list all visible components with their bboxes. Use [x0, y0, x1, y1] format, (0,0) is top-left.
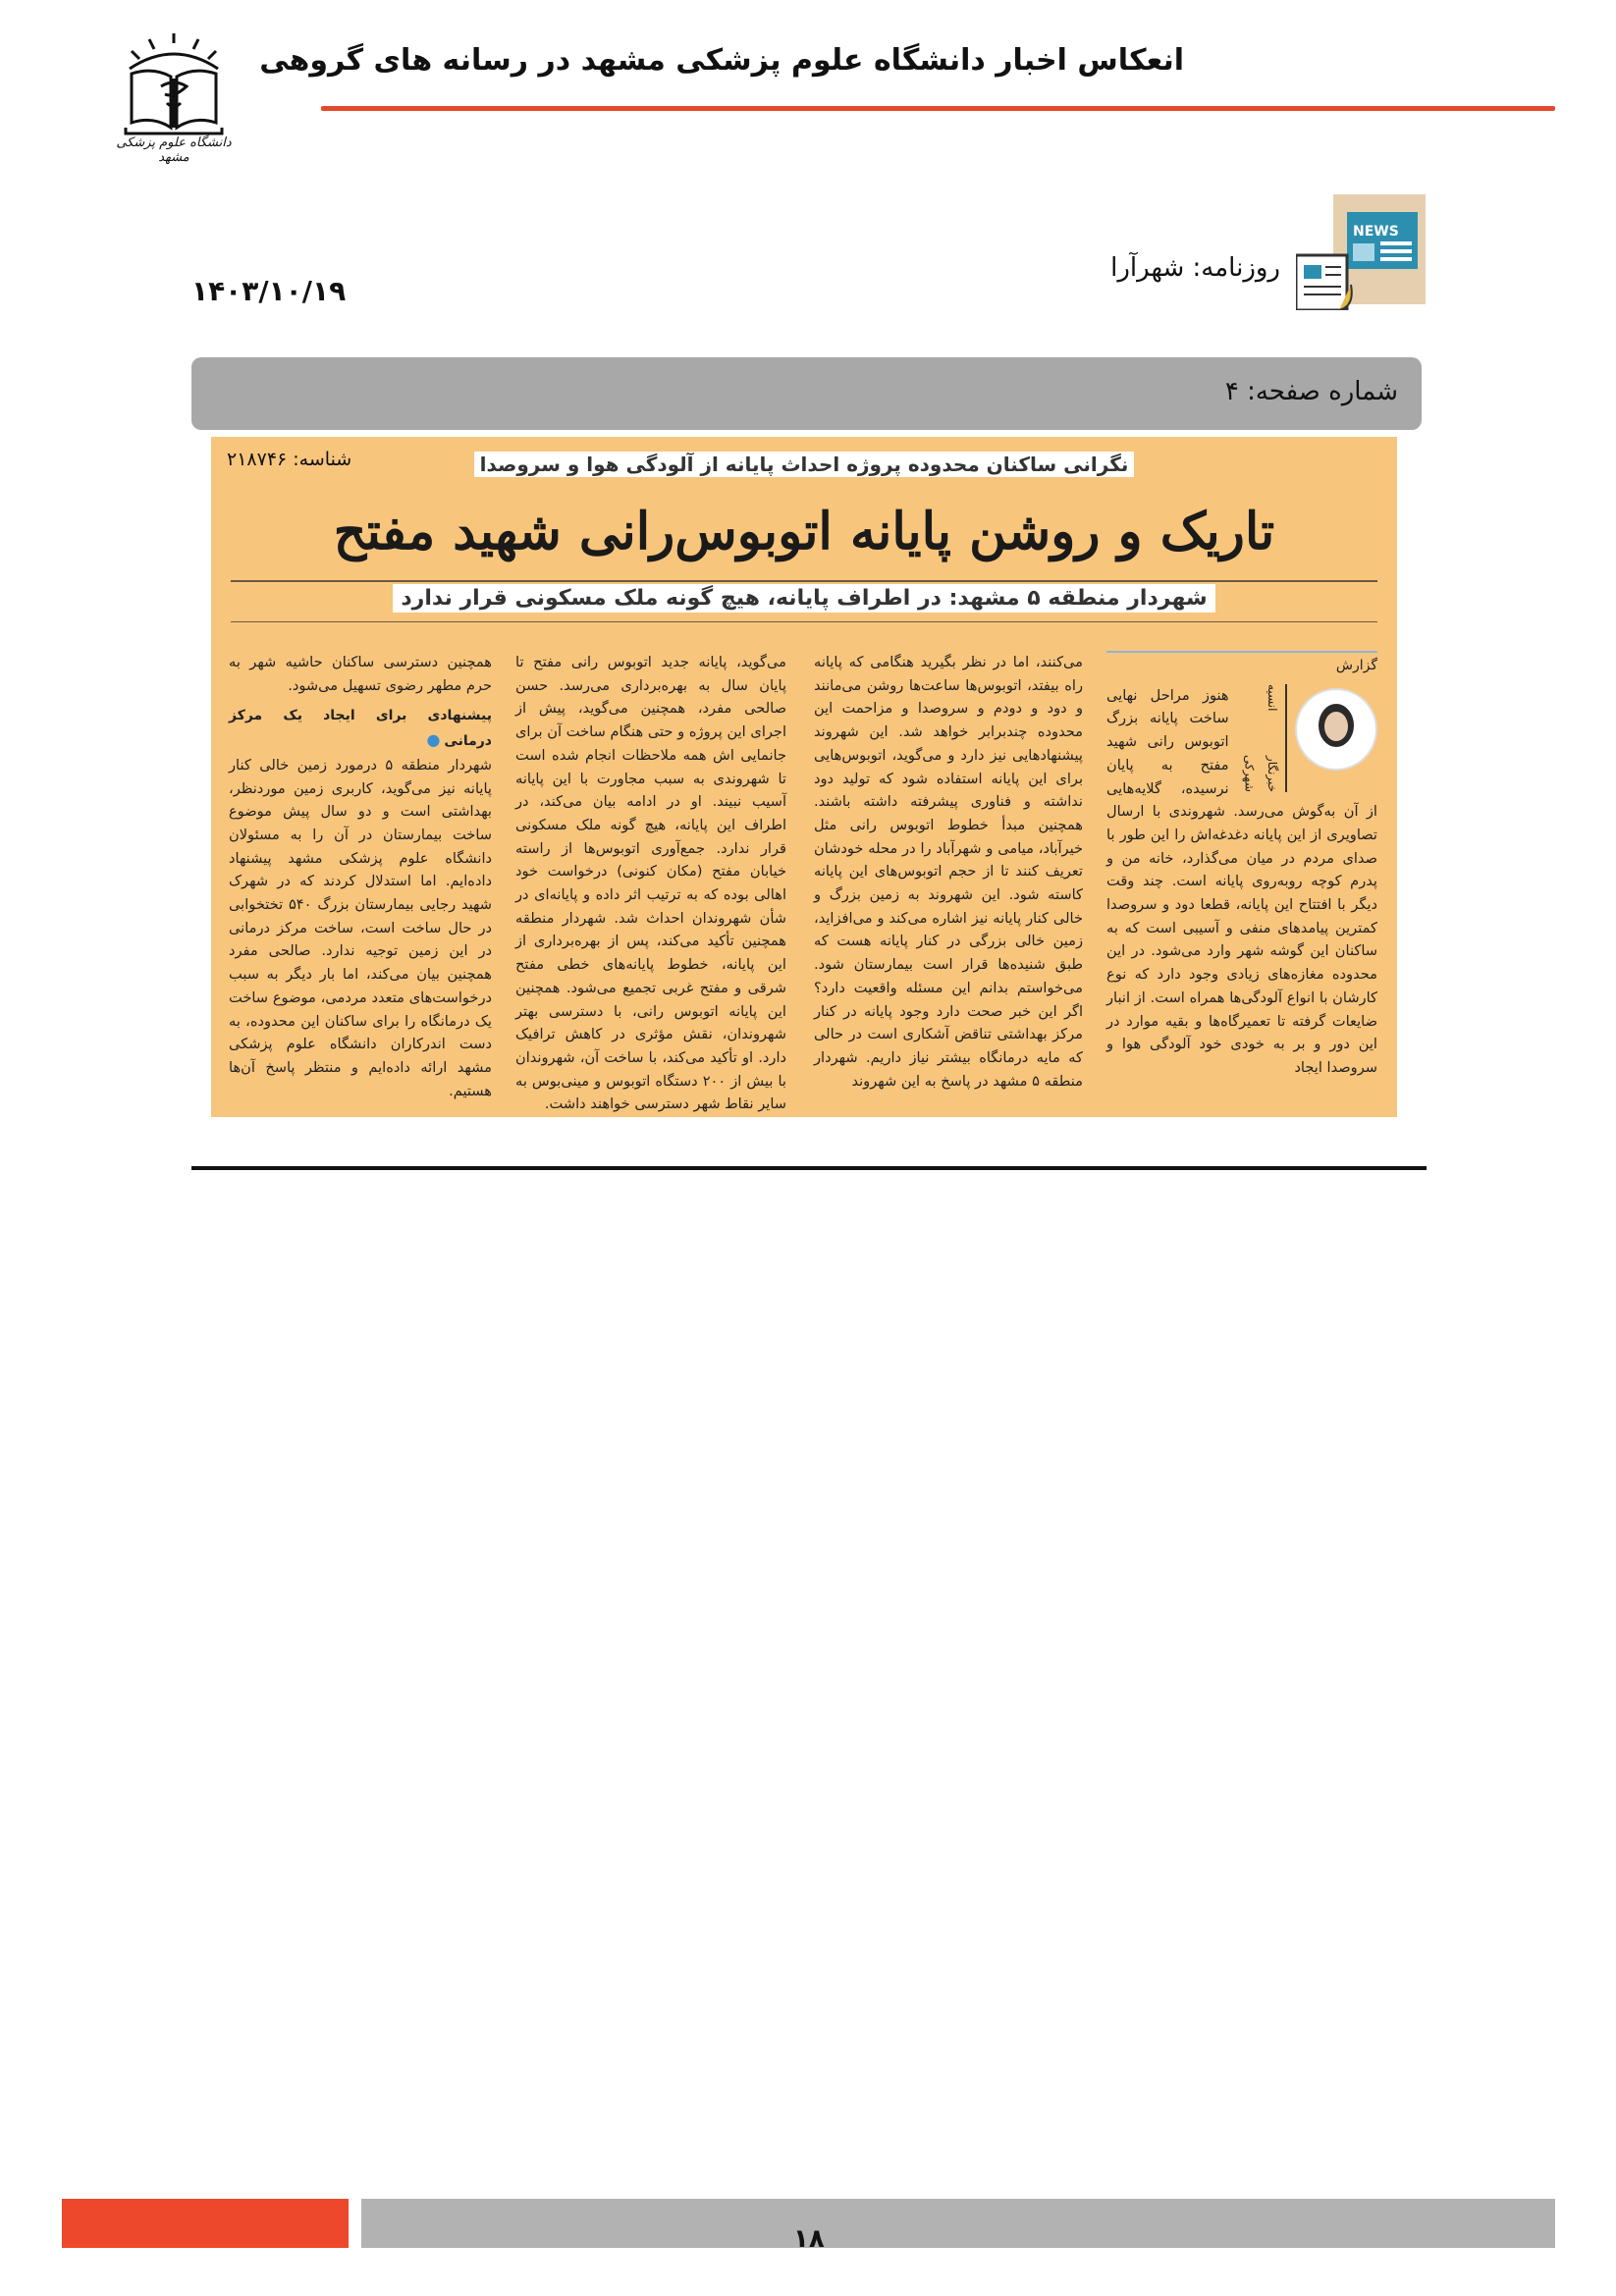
subheadline-divider [231, 621, 1377, 622]
newspaper-icon [1296, 194, 1426, 310]
article-column-1 [1106, 651, 1377, 1080]
clipping-id: شناسه: ۲۱۸۷۴۶ [227, 449, 352, 470]
column-4-text: شهردار منطقه ۵ درمورد زمین خالی کنار پایانه نیز می‌گوید، کاربری زمین موردنظر، بهداشتی است و دو سال پیش موضوع ساخت بیمارستان در آن را به مسئولان دانشگاه علوم پزشکی مشهد پیشنهاد داده‌ایم. اما استدلال کردند که در شهرک شهید رجایی بیمارستان بزرگ ۵۴۰ تختخوابی در حال ساخت است، ساخت مرکز درمانی در این زمین توجیه ندارد. صالحی مفرد همچنین بیان می‌کند، اما بار دیگر به سبب درخواست‌های متعدد مردمی، موضوع ساخت یک درمانگاه را برای ساکنان این محدوده، به دست اندرکاران دانشگاه علوم پزشکی مشهد ارائه داده‌ایم و منتظر پاسخ آن‌ها هستیم. [229, 756, 493, 1099]
footer-bar [361, 2199, 1555, 2248]
section-tag: گزارش [1106, 651, 1377, 678]
column-4-subhead: پیشنهادی برای ایجاد یک مرکز درمانی ● [229, 705, 492, 753]
article-column-3: می‌گوید، پایانه جدید اتوبوس رانی مفتح تا پایان سال به بهره‌برداری می‌رسد. حسن صالحی مفرد، همچنین می‌گوید، پیش از اجرای این پروژه و حتی هنگام ساخت آن برای جانمایی اش همه ملاحظات انجام شده است تا شهروندی به سبب مجاورت با این پایانه آسیب نبیند. او در ادامه بیان می‌کند، در اطراف این پایانه، هیچ گونه ملک مسکونی قرار ندارد. جمع‌آوری اتوبوس‌ها از راسته خیابان مفتح (مکان کنونی) درخواست خود اهالی بوده که به ترتیب اثر داده و پایانه‌ای در شأن شهروندان احداث شد. شهردار منطقه همچنین تأکید می‌کند، پس از بهره‌برداری از این پایانه، خطوط پایانه‌های خطی مفتح شرقی و مفتح غربی تجمیع می‌شود. همچنین این پایانه اتوبوس رانی، با دسترسی بهتر شهروندان، نقش مؤثری در کاهش ترافیک دارد. او تأکید می‌کند، با ساخت آن، شهروندان با بیش از ۲۰۰ دستگاه اتوبوس و مینی‌بوس به سایر نقاط شهر دسترسی خواهند داشت. [515, 654, 786, 1113]
headline-divider [231, 580, 1377, 582]
newspaper-clipping [211, 437, 1397, 1117]
reporter-avatar [1295, 688, 1377, 771]
publish-date: ۱۴۰۳/۱۰/۱۹ [191, 275, 347, 307]
header-title: انعکاس اخبار دانشگاه علوم پزشکی مشهد در رسانه های گروهی [259, 43, 1184, 78]
footer-accent-block [62, 2199, 349, 2248]
subheadline-text: شهردار منطقه ۵ مشهد: در اطراف پایانه، هیچ گونه ملک مسکونی قرار ندارد [393, 584, 1214, 613]
kicker-text: نگرانی ساکنان محدوده پروژه احداث پایانه از آلودگی هوا و سروصدا [474, 452, 1135, 477]
content-bottom-rule [191, 1166, 1427, 1170]
logo-caption: دانشگاه علوم پزشکی مشهد [116, 135, 232, 165]
article-headline: تاریک و روشن پایانه اتوبوس‌رانی شهید مفتح [333, 502, 1275, 561]
column-4-intro: همچنین دسترسی ساکنان حاشیه شهر به حرم مطهر رضوی تسهیل می‌شود. [229, 654, 492, 694]
article-kicker [211, 453, 1397, 476]
article-column-4 [229, 651, 492, 1102]
header-divider [321, 106, 1555, 111]
column-1-text: هنوز مراحل نهایی ساخت پایانه بزرگ اتوبوس رانی شهید مفتح به پایان نرسیده، گلایه‌هایی از آن به‌گوش می‌رسد. شهروندی با ارسال تصاویری از این پایانه دغدغه‌اش را این طور با صدای مردم در میان می‌گذارد، خانه من و پدرم کوچه روبه‌روی پایانه است. چند وقت دیگر با افتتاح این پایانه، قطعا دود و سروصدا کمترین پیامدهای منفی و آسیبی است که به ساکنان این گوشه شهر وارد می‌شود. در این محدوده مغازه‌های زیادی وجود دارد که نوع کارشان با انواع آلودگی‌ها همراه است. از انبار ضایعات گرفته تا تعمیرگاه‌ها و بقیه موارد در این دور و بر به خودی خود آلودگی هوا و سروصدا ایجاد [1106, 686, 1377, 1076]
news-icon-text: NEWS [1353, 224, 1399, 240]
article-column-2: می‌کنند، اما در نظر بگیرید هنگامی که پایانه راه بیفتد، اتوبوس‌ها ساعت‌ها روشن می‌مانند و دود و دودم و سروصدا و مزاحمت این محدوده چندبرابر خواهد شد. این شهروند پیشنهادهایی نیز دارد و می‌گوید، اتوبوس‌هایی برای این پایانه استفاده شود که تولید دود نداشته و فناوری پیشرفته داشته باشند. همچنین مبدأ خطوط اتوبوس رانی مثل خیرآباد، میامی و شهرآباد را در محله خودشان تعریف کنند تا از حجم اتوبوس‌های این پایانه کاسته شود. این شهروند به زمین بزرگ و خالی کنار پایانه نیز اشاره می‌کند و می‌افزاید، زمین خالی بزرگی در کنار پایانه هست که طبق شنیده‌ها قرار است بیمارستان شود. می‌خواستم بدانم این مسئله واقعیت دارد؟ اگر این خبر صحت دارد وجود پایانه در کنار مرکز بهداشتی تناقض آشکاری است در حالی که مایه درمانگاه بیشتر نیاز داریم. شهردار منطقه ۵ مشهد در پاسخ به این شهروند [814, 654, 1083, 1090]
newspaper-name: روزنامه: شهرآرا [1110, 253, 1280, 283]
article-subheadline [211, 586, 1397, 611]
footer-page-number: ۱۸ [793, 2224, 825, 2254]
reporter-name: خبرنگار انسیه شهرکی [1237, 684, 1287, 792]
page-number-label: شماره صفحه: ۴ [1224, 377, 1398, 406]
